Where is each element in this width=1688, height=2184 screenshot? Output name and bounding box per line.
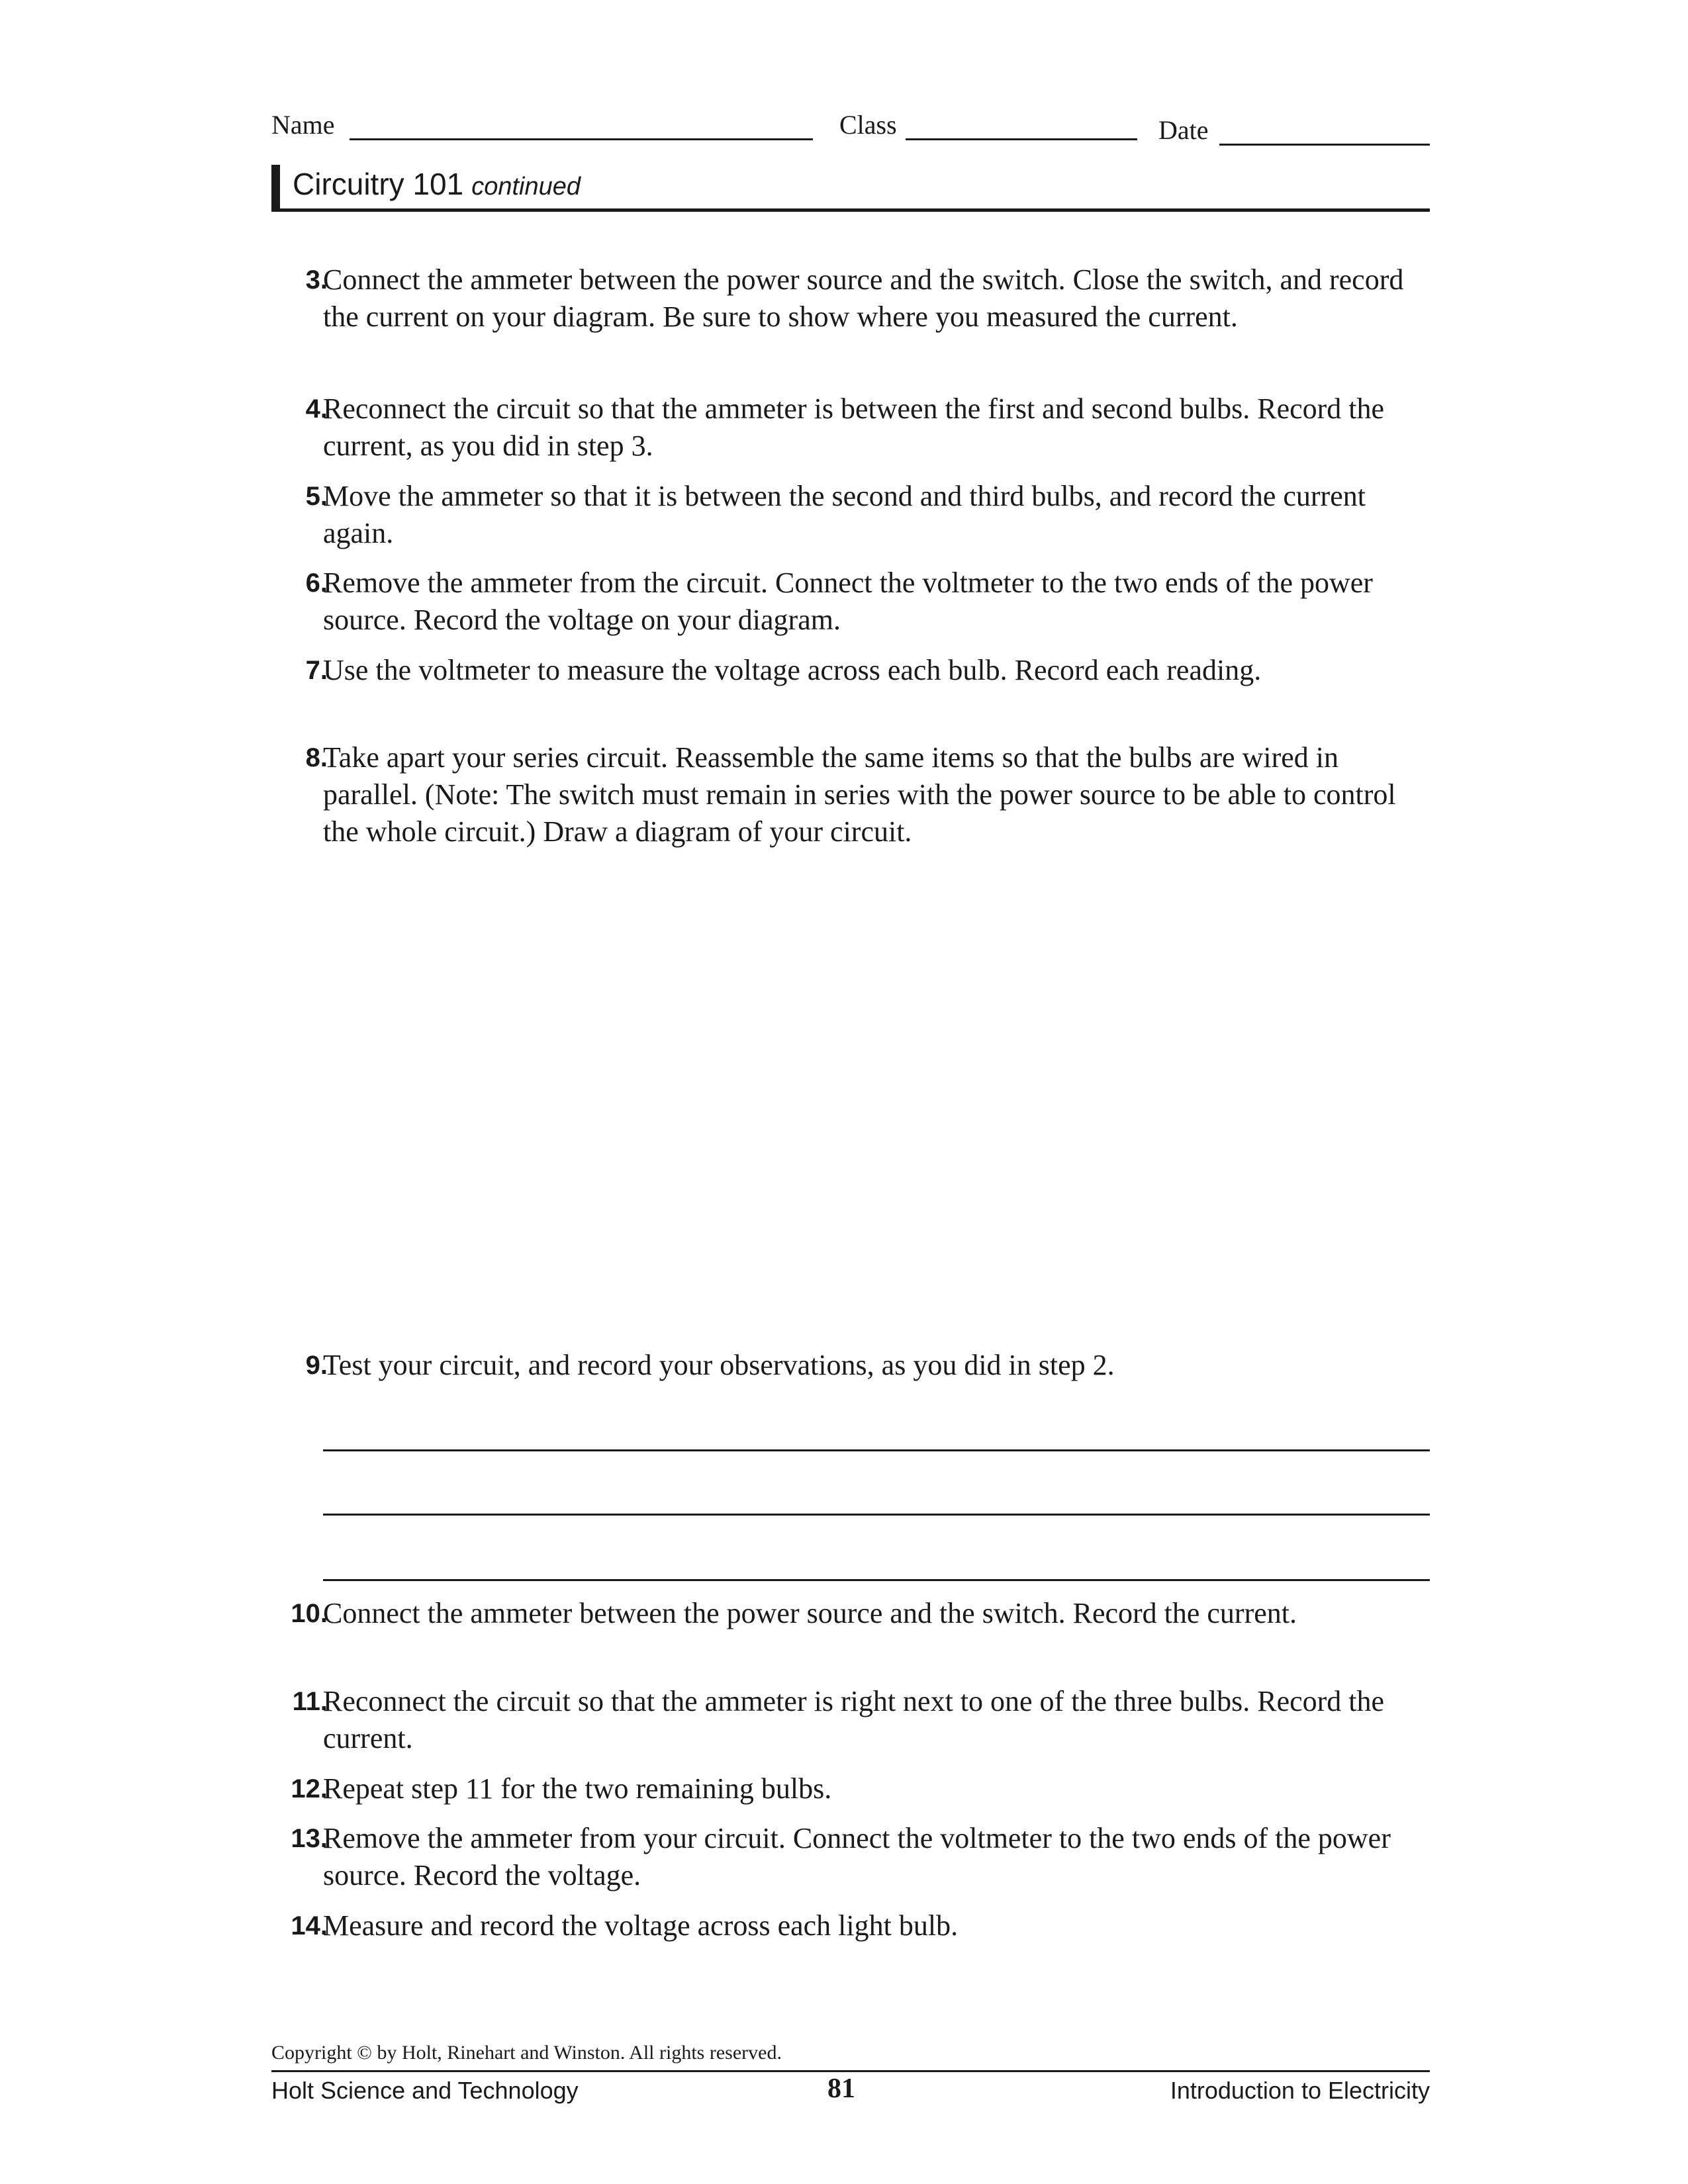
step-number: 10. — [291, 1599, 328, 1628]
step-number: 4. — [305, 394, 328, 424]
copyright-notice: Copyright © by Holt, Rinehart and Winston. All rights reserved. — [271, 2042, 782, 2064]
step-text: Remove the ammeter from your circuit. Connect the voltmeter to the two ends of the power source. Record the voltage. — [323, 1822, 1391, 1891]
activity-title-main: Circuitry 101 — [293, 167, 464, 201]
step-text: Connect the ammeter between the power source and the switch. Record the current. — [323, 1597, 1297, 1629]
title-marker — [271, 165, 280, 208]
step-text: Move the ammeter so that it is between the second and third bulbs, and record the current again. — [323, 480, 1366, 549]
answer-line[interactable] — [323, 1449, 1430, 1451]
activity-title — [293, 166, 581, 202]
step-text: Reconnect the circuit so that the ammeter is right next to one of the three bulbs. Record the current. — [323, 1685, 1385, 1754]
step-number: 11. — [292, 1687, 328, 1716]
step-number: 8. — [305, 743, 328, 772]
diagram-drawing-area[interactable] — [271, 900, 1430, 1330]
student-info-header — [271, 106, 1430, 146]
name-label: Name — [271, 110, 335, 140]
activity-title-suffix: continued — [471, 173, 581, 201]
footer-book-title: Holt Science and Technology — [271, 2077, 579, 2104]
activity-title-bar — [271, 162, 1430, 212]
step-number: 5. — [305, 482, 328, 511]
step-number: 7. — [305, 656, 328, 685]
footer-divider — [271, 2070, 1430, 2072]
date-blank-line — [1219, 144, 1430, 146]
step-number: 3. — [305, 265, 328, 295]
step-text: Connect the ammeter between the power source and the switch. Close the switch, and record the current on your diagram. Be sure to show where you measured the current. — [323, 263, 1404, 333]
class-blank-line — [906, 138, 1137, 140]
answer-line[interactable] — [323, 1514, 1430, 1516]
step-text: Remove the ammeter from the circuit. Connect the voltmeter to the two ends of the power source. Record the voltage on your diagram. — [323, 567, 1373, 636]
class-label: Class — [839, 110, 897, 140]
step-number: 9. — [305, 1351, 328, 1380]
answer-line[interactable] — [323, 1579, 1430, 1581]
step-number: 12. — [291, 1774, 328, 1803]
step-number: 13. — [291, 1824, 328, 1853]
step-text: Test your circuit, and record your observations, as you did in step 2. — [323, 1349, 1115, 1381]
page-number: 81 — [827, 2073, 855, 2104]
footer-chapter-title: Introduction to Electricity — [1170, 2077, 1430, 2104]
date-label: Date — [1158, 115, 1209, 145]
step-text: Take apart your series circuit. Reassemble the same items so that the bulbs are wired in parallel. (Note: The switch must remain in series with the power source to be able to control the whole circuit.) Draw a diagram of your circuit. — [323, 741, 1396, 848]
step-text: Use the voltmeter to measure the voltage across each bulb. Record each reading. — [323, 654, 1262, 686]
step-text: Reconnect the circuit so that the ammeter is between the first and second bulbs. Record the current, as you did in step 3. — [323, 392, 1385, 462]
step-number: 6. — [305, 569, 328, 598]
name-blank-line — [350, 138, 813, 140]
step-text: Measure and record the voltage across each light bulb. — [323, 1909, 959, 1942]
step-text: Repeat step 11 for the two remaining bulbs. — [323, 1772, 832, 1805]
step-number: 14. — [291, 1911, 328, 1940]
